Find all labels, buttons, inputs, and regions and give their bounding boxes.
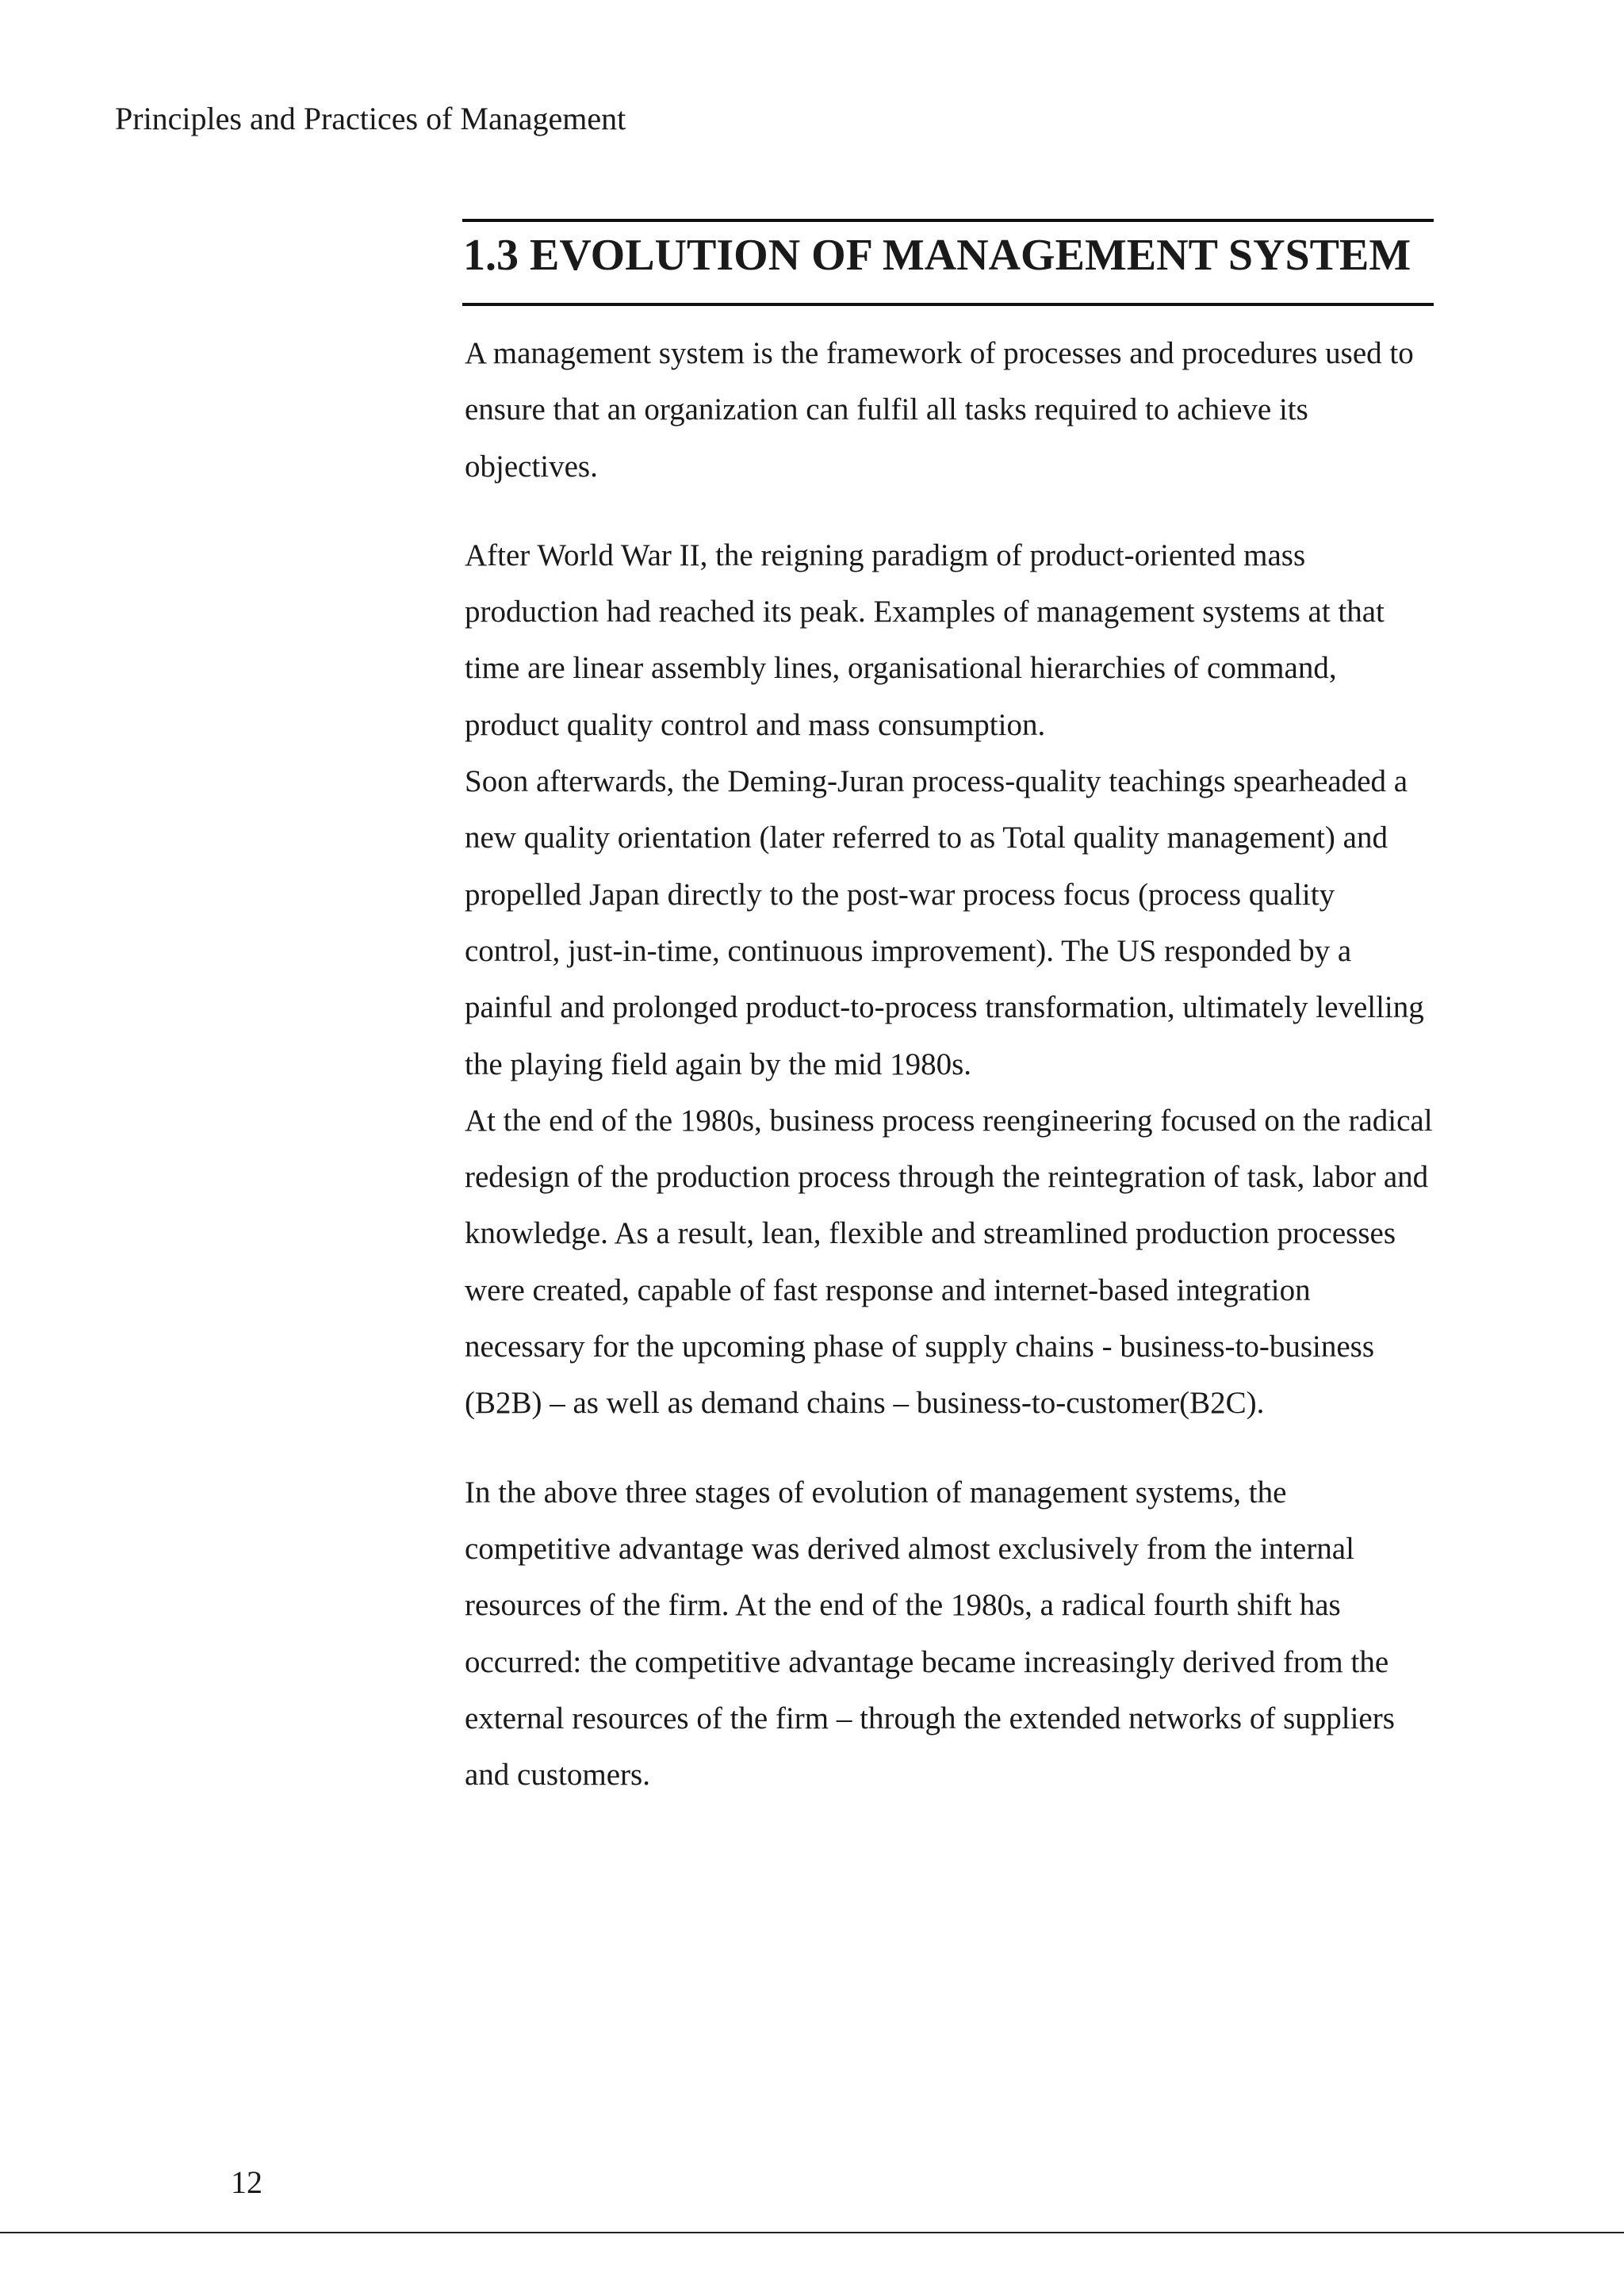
section-heading: 1.3 EVOLUTION OF MANAGEMENT SYSTEM bbox=[463, 231, 1411, 280]
paragraph-reengineering: At the end of the 1980s, business process reengineering focused on the radical redesign of the production process through the reintegration of task, labor and knowledge. As a result, lean, flexible and streamlined production processes were created, capable of fast response and internet-based integration necessary for the upcoming phase of supply chains - business-to-business (B2B) – as well as demand chains – business-to-customer(B2C). bbox=[465, 1103, 1433, 1421]
page-number: 12 bbox=[231, 2164, 262, 2200]
section-1-3 bbox=[462, 219, 1434, 1803]
paragraph-post-war: After World War II, the reigning paradigm of product-oriented mass production had reached its peak. Examples of management systems at that time are linear assembly lines, organisational hierarchies of command, product quality control and mass consumption. bbox=[465, 538, 1385, 742]
heading-bottom-rule bbox=[462, 303, 1434, 306]
paragraph-fourth-shift: In the above three stages of evolution of management systems, the competitive advantage was derived almost exclusively from the internal resources of the firm. At the end of the 1980s, a radical fourth shift has occurred: the competitive advantage became increasingly derived from the external resources of the firm – through the extended networks of suppliers and customers. bbox=[465, 1475, 1395, 1793]
paragraph-deming-juran: Soon afterwards, the Deming-Juran process-quality teachings spearheaded a new quality orientation (later referred to as Total quality management) and propelled Japan directly to the post-war process focus (process quality control, just-in-time, continuous improvement). The US responded by a painful and prolonged product-to-process transformation, ultimately levelling the playing field again by the mid 1980s. bbox=[465, 764, 1424, 1081]
running-header: Principles and Practices of Management bbox=[115, 101, 626, 136]
footer-rule bbox=[0, 2232, 1624, 2233]
paragraph-definition: A management system is the framework of processes and procedures used to ensure that an organization can fulfil all tasks required to achieve its objectives. bbox=[465, 336, 1414, 484]
section-body bbox=[465, 325, 1434, 1803]
